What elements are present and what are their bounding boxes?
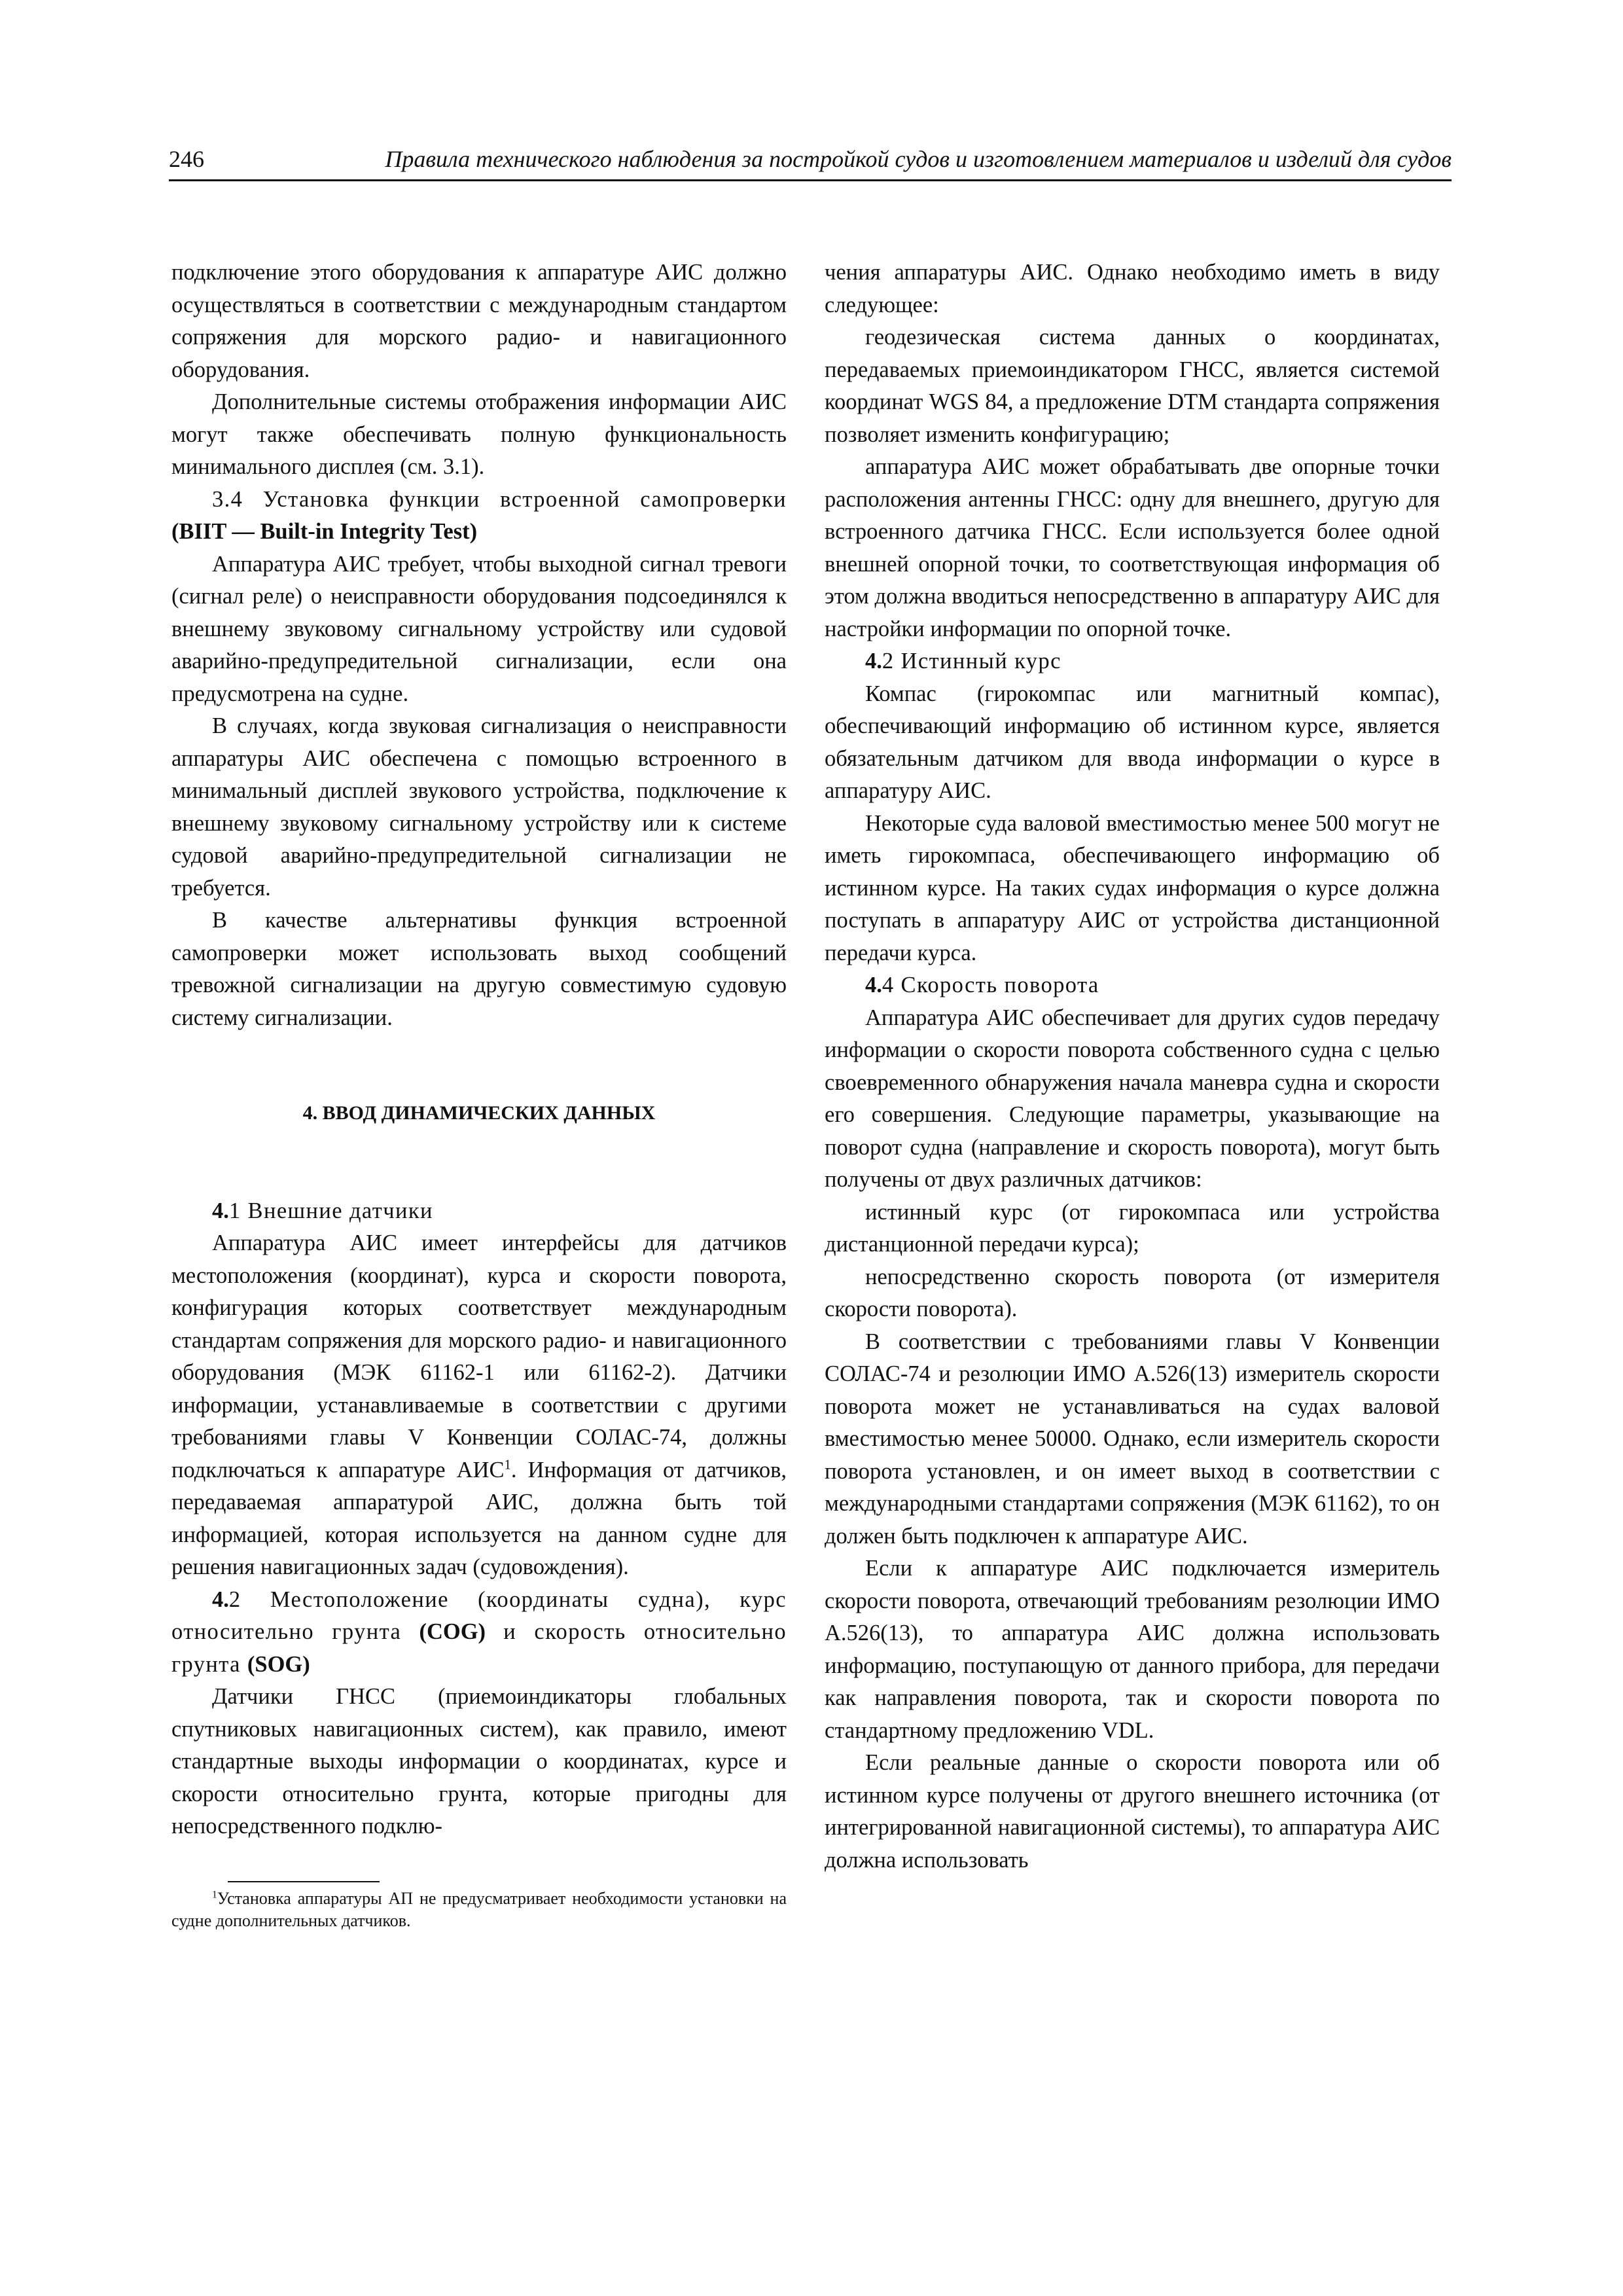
paragraph: В случаях, когда звуковая сигнализация о неисправности аппаратуры АИС обеспечена с помощью встроенного в минимальный дисплей звукового устройства, подключение к внешнему звуковому сигнальному устройству или к системе судовой аварийно-предупредительной сигнализации не требуется.	[171, 713, 787, 901]
footnote-separator	[228, 1881, 380, 1882]
paragraph: Аппаратура АИС обеспечивает для других судов передачу информации о скорости поворота собственного судна с целью своевременного обнаружения начала маневра судна и скорости его совершения. Следующие параметры, указывающие на поворот судна (направление и скорость поворота), могут быть получены от двух различных датчиков:	[825, 1005, 1440, 1192]
page-header	[169, 145, 1452, 181]
paragraph: подключение этого оборудования к аппаратуре АИС должно осуществляться в соответствии с международным стандартом сопряжения для морского радио- и навигационного оборудования.	[171, 260, 787, 382]
paragraph: истинный курс (от гирокомпаса или устройства дистанционной передачи курса);	[825, 1199, 1440, 1257]
section-heading-4-4: 4.4 Скорость поворота	[865, 973, 1099, 997]
paragraph: Компас (гирокомпас или магнитный компас), обеспечивающий информацию об истинном курсе, является обязательным датчиком для ввода информации о курсе в аппаратуру АИС.	[825, 681, 1440, 803]
footnote-ref: 1	[504, 1458, 511, 1472]
paragraph: непосредственно скорость поворота (от измерителя скорости поворота).	[825, 1264, 1440, 1321]
section-heading-4-1: 4.1 Внешние датчики	[212, 1198, 433, 1223]
paragraph: В соответствии с требованиями главы V Конвенции СОЛАС-74 и резолюции ИМО А.526(13) измеритель скорости поворота может не устанавливаться на судах валовой вместимостью менее 50000. Однако, если измеритель скорости поворота установлен, и он имеет выход в соответствии с международными стандартами сопряжения (МЭК 61162), то он должен быть подключен к аппаратуре АИС.	[825, 1329, 1440, 1549]
paragraph: Если к аппаратуре АИС подключается измеритель скорости поворота, отвечающий требованиям резолюции ИМО А.526(13), то аппаратура АИС должна использовать информацию, поступающую от данного прибора, для передачи как направления поворота, так и скорости поворота по стандартному предложению VDL.	[825, 1556, 1440, 1743]
paragraph: чения аппаратуры АИС. Однако необходимо иметь в виду следующее:	[825, 260, 1440, 317]
left-column	[171, 257, 787, 1932]
paragraph: Некоторые суда валовой вместимостью менее 500 могут не иметь гирокомпаса, обеспечивающего информацию об истинном курсе. На таких судах информация о курсе должна поступать в аппаратуру АИС от устройства дистанционной передачи курса.	[825, 810, 1440, 965]
paragraph: Дополнительные системы отображения информации АИС могут также обеспечивать полную функциональность минимального дисплея (см. 3.1).	[171, 389, 787, 479]
paragraph: Аппаратура АИС имеет интерфейсы для датчиков местоположения (координат), курса и скорости поворота, конфигурация которых соответствует международным стандартам сопряжения для морского радио- и навигационного оборудования (МЭК 61162-1 или 61162-2). Датчики информации, устанавливаемые в соответствии с другими требованиями главы V Конвенции СОЛАС-74, должны подключаться к аппаратуре АИС$^1$. Информация от датчиков, передаваемая аппаратурой АИС, должна быть той информацией, которая используется на данном судне для решения навигационных задач (судовождения).	[171, 1230, 787, 1579]
page-number: 246	[169, 146, 204, 172]
right-column	[825, 257, 1440, 1876]
paragraph: Если реальные данные о скорости поворота или об истинном курсе получены от другого внешнего источника (от интегрированной навигационной системы), то аппаратура АИС должна использовать	[825, 1750, 1440, 1873]
paragraph: геодезическая система данных о координатах, передаваемых приемоиндикатором ГНСС, является системой координат WGS 84, а предложение DTM стандарта сопряжения позволяет изменить конфигурацию;	[825, 325, 1440, 447]
chapter-title: 4. ВВОД ДИНАМИЧЕСКИХ ДАННЫХ	[302, 1102, 656, 1124]
section-heading-4-3: 4.2 Истинный курс	[865, 649, 1061, 673]
footnote: $^1$Установка аппаратуры АП не предусматривает необходимости установки на судне дополнительных датчиков.	[171, 1888, 787, 1930]
section-heading-4-2: 4.2 Местоположение (координаты судна), курс относительно грунта (COG) и скорость относительно грунта (SOG)	[171, 1587, 787, 1677]
paragraph: аппаратура АИС может обрабатывать две опорные точки расположения антенны ГНСС: одну для внешнего, другую для встроенного датчика ГНСС. Если используется более одной внешней опорной точки, то соответствующая информация об этом должна вводиться непосредственно в аппаратуру АИС для настройки информации по опорной точке.	[825, 454, 1440, 641]
paragraph: Аппаратура АИС требует, чтобы выходной сигнал тревоги (сигнал реле) о неисправности оборудования подсоединялся к внешнему звуковому сигнальному устройству или судовой аварийно-предупредительной сигнализации, если она предусмотрена на судне.	[171, 551, 787, 706]
paragraph: В качестве альтернативы функция встроенной самопроверки может использовать выход сообщений тревожной сигнализации на другую совместимую судовую систему сигнализации.	[171, 908, 787, 1030]
paragraph: Датчики ГНСС (приемоиндикаторы глобальных спутниковых навигационных систем), как правило, имеют стандартные выходы информации о координатах, курсе и скорости относительно грунта, которые пригодны для непосредственного подклю-	[171, 1684, 787, 1839]
section-heading-3-4: 3.4 Установка функции встроенной самопроверки (BIIT — Built-in Integrity Test)	[171, 486, 787, 544]
running-title: Правила технического наблюдения за постройкой судов и изготовлением материалов и изделий для судов	[385, 146, 1452, 172]
